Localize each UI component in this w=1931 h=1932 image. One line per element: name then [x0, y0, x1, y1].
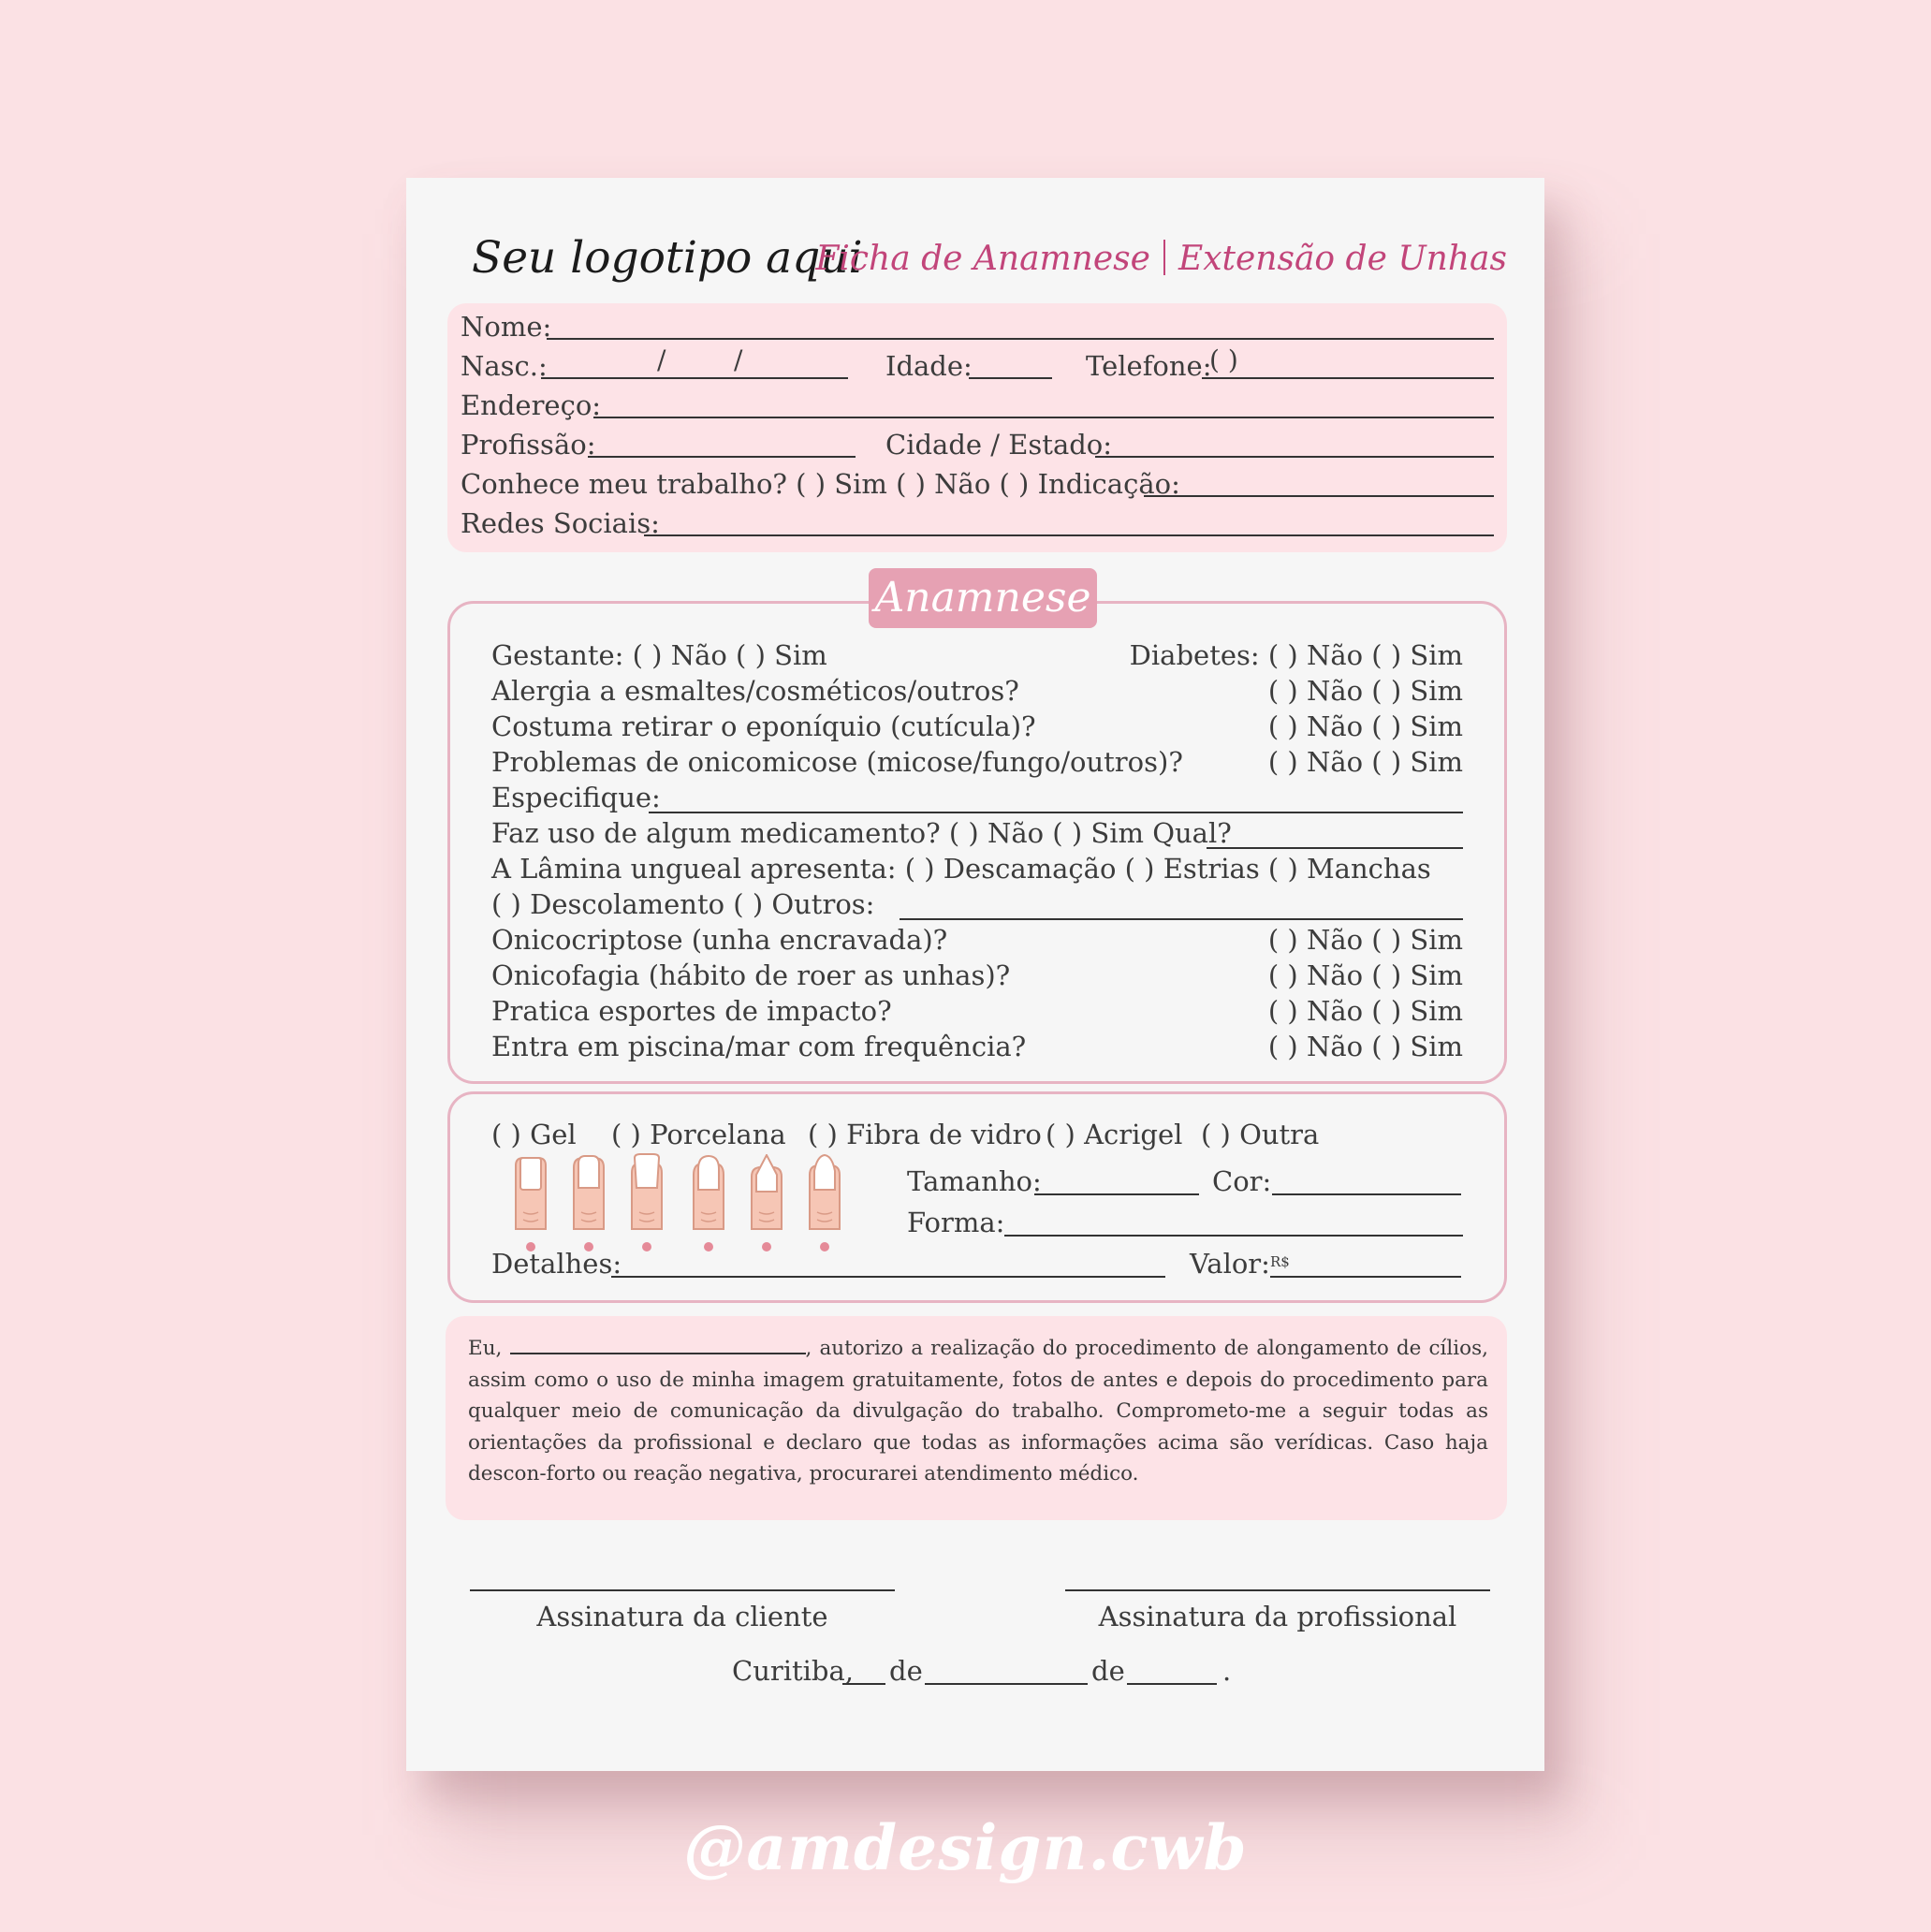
cor-label: Cor: [1212, 1165, 1272, 1197]
day-field[interactable] [842, 1683, 885, 1685]
material-acrigel[interactable]: ( ) Acrigel [1046, 1119, 1183, 1150]
esportes-options[interactable]: ( ) Não ( ) Sim [1267, 995, 1463, 1027]
consent-name-field[interactable] [510, 1336, 806, 1354]
alergia-question: Alergia a esmaltes/cosméticos/outros? [491, 675, 1019, 707]
esportes-question: Pratica esportes de impacto? [491, 995, 892, 1027]
idade-label: Idade: [885, 350, 973, 382]
year-field[interactable] [1127, 1683, 1217, 1685]
forma-field[interactable] [1004, 1235, 1463, 1237]
watermark-handle: @amdesign.cwb [683, 1811, 1248, 1884]
consent-text [468, 1333, 1488, 1490]
redes-field[interactable] [644, 534, 1494, 536]
gestante-question[interactable]: Gestante: ( ) Não ( ) Sim [491, 639, 827, 671]
row-nome [461, 307, 1499, 346]
detalhes-field[interactable] [611, 1276, 1165, 1278]
coffin-nail-icon[interactable] [628, 1152, 666, 1237]
professional-signature-label: Assinatura da profissional [1098, 1601, 1457, 1632]
nasc-slash-1: / [657, 344, 666, 375]
material-fibra[interactable]: ( ) Fibra de vidro [808, 1119, 1042, 1150]
professional-signature-line[interactable] [1065, 1589, 1490, 1591]
telefone-ddd: ( ) [1209, 344, 1238, 375]
idade-field[interactable] [969, 377, 1052, 379]
date-end: . [1222, 1655, 1232, 1687]
title-service: Extensão de Unhas [1178, 240, 1507, 278]
piscina-options[interactable]: ( ) Não ( ) Sim [1267, 1031, 1463, 1062]
consent-prefix: Eu, [468, 1337, 503, 1360]
nome-label: Nome: [461, 311, 552, 343]
profissao-label: Profissão: [461, 429, 596, 461]
redes-label: Redes Sociais: [461, 507, 660, 539]
anamnese-badge: Anamnese [869, 568, 1097, 628]
nail-select-dot[interactable] [704, 1242, 713, 1251]
onicofagia-question: Onicofagia (hábito de roer as unhas)? [491, 959, 1011, 991]
material-gel[interactable]: ( ) Gel [491, 1119, 577, 1150]
valor-field[interactable] [1270, 1276, 1461, 1278]
nasc-label: Nasc.: [461, 350, 548, 382]
piscina-question: Entra em piscina/mar com frequência? [491, 1031, 1027, 1062]
month-field[interactable] [925, 1683, 1088, 1685]
onicomicose-options[interactable]: ( ) Não ( ) Sim [1267, 746, 1463, 778]
endereco-label: Endereço: [461, 389, 602, 421]
nail-select-dot[interactable] [762, 1242, 771, 1251]
diabetes-question[interactable]: Diabetes: ( ) Não ( ) Sim [1129, 639, 1463, 671]
especifique-field[interactable] [649, 812, 1463, 813]
profissao-field[interactable] [588, 456, 856, 458]
de-label-2: de [1091, 1655, 1125, 1687]
medicamento-qual-field[interactable] [1207, 847, 1463, 849]
cidade-estado-label: Cidade / Estado: [885, 429, 1113, 461]
material-outra[interactable]: ( ) Outra [1201, 1119, 1320, 1150]
telefone-field[interactable] [1202, 377, 1494, 379]
outros-field[interactable] [900, 918, 1463, 920]
especifique-label: Especifique: [491, 782, 661, 813]
almond-nail-icon[interactable] [806, 1154, 843, 1238]
valor-label: Valor: [1190, 1248, 1270, 1280]
cidade-estado-field[interactable] [1095, 456, 1494, 458]
lamina-question[interactable]: A Lâmina ungueal apresenta: ( ) Descamação ( ) Estrias ( ) Manchas [491, 853, 1431, 885]
row-nasc [461, 346, 1499, 386]
title-anamnese: Ficha de Anamnese [815, 240, 1150, 278]
stiletto-nail-icon[interactable] [748, 1154, 785, 1238]
forma-label: Forma: [907, 1207, 1005, 1238]
onicocriptose-options[interactable]: ( ) Não ( ) Sim [1267, 924, 1463, 956]
tamanho-field[interactable] [1034, 1193, 1199, 1195]
form-title [815, 240, 1507, 278]
cor-field[interactable] [1272, 1193, 1461, 1195]
cuticula-options[interactable]: ( ) Não ( ) Sim [1267, 710, 1463, 742]
cuticula-question: Costuma retirar o eponíquio (cutícula)? [491, 710, 1036, 742]
row-profissao [461, 425, 1499, 464]
consent-body: , autorizo a realização do procedimento de alongamento de cílios, assim como o uso de minha imagem gratuitamente, fotos de antes e depois do procedimento para qualquer meio de comunicação da divulgação do trabalho. Comprometo-me a seguir todas as orientações da profissional e declaro que todas as informações acima são verídicas. Caso haja descon-forto ou reação negativa, procurarei atendimento médico. [468, 1337, 1488, 1486]
square-nail-icon[interactable] [512, 1154, 549, 1238]
client-signature-line[interactable] [470, 1589, 895, 1591]
client-signature-label: Assinatura da cliente [536, 1601, 828, 1632]
nasc-field[interactable] [541, 377, 848, 379]
descolamento-options[interactable]: ( ) Descolamento ( ) Outros: [491, 888, 875, 920]
alergia-options[interactable]: ( ) Não ( ) Sim [1267, 675, 1463, 707]
nasc-slash-2: / [734, 344, 743, 375]
onicomicose-question: Problemas de onicomicose (micose/fungo/outros)? [491, 746, 1183, 778]
consent-panel [446, 1316, 1507, 1520]
personal-info-panel [447, 303, 1507, 552]
detalhes-label: Detalhes: [491, 1248, 622, 1280]
row-redes [461, 504, 1499, 543]
anamnese-panel [447, 601, 1507, 1084]
logo-placeholder: Seu logotipo aqui [472, 232, 863, 284]
onicofagia-options[interactable]: ( ) Não ( ) Sim [1267, 959, 1463, 991]
date-line [732, 1651, 1256, 1692]
title-separator [1163, 240, 1165, 275]
telefone-label: Telefone: [1086, 350, 1212, 382]
nome-field[interactable] [547, 338, 1494, 340]
oval-nail-icon[interactable] [690, 1154, 727, 1238]
onicocriptose-question: Onicocriptose (unha encravada)? [491, 924, 948, 956]
endereco-field[interactable] [593, 417, 1494, 418]
nail-select-dot[interactable] [642, 1242, 651, 1251]
de-label-1: de [889, 1655, 923, 1687]
nail-select-dot[interactable] [820, 1242, 829, 1251]
city-label: Curitiba, [732, 1655, 855, 1687]
tamanho-label: Tamanho: [907, 1165, 1042, 1197]
squoval-nail-icon[interactable] [570, 1154, 607, 1238]
row-conhece [461, 464, 1499, 504]
material-panel [447, 1091, 1507, 1303]
material-porcelana[interactable]: ( ) Porcelana [611, 1119, 786, 1150]
conhece-label[interactable]: Conhece meu trabalho? ( ) Sim ( ) Não ( ) Indicação: [461, 468, 1180, 500]
form-sheet [406, 178, 1544, 1771]
medicamento-question[interactable]: Faz uso de algum medicamento? ( ) Não ( ) Sim Qual? [491, 817, 1232, 849]
row-endereco [461, 386, 1499, 425]
indicacao-field[interactable] [1144, 495, 1494, 497]
valor-currency: R$ [1270, 1253, 1290, 1270]
